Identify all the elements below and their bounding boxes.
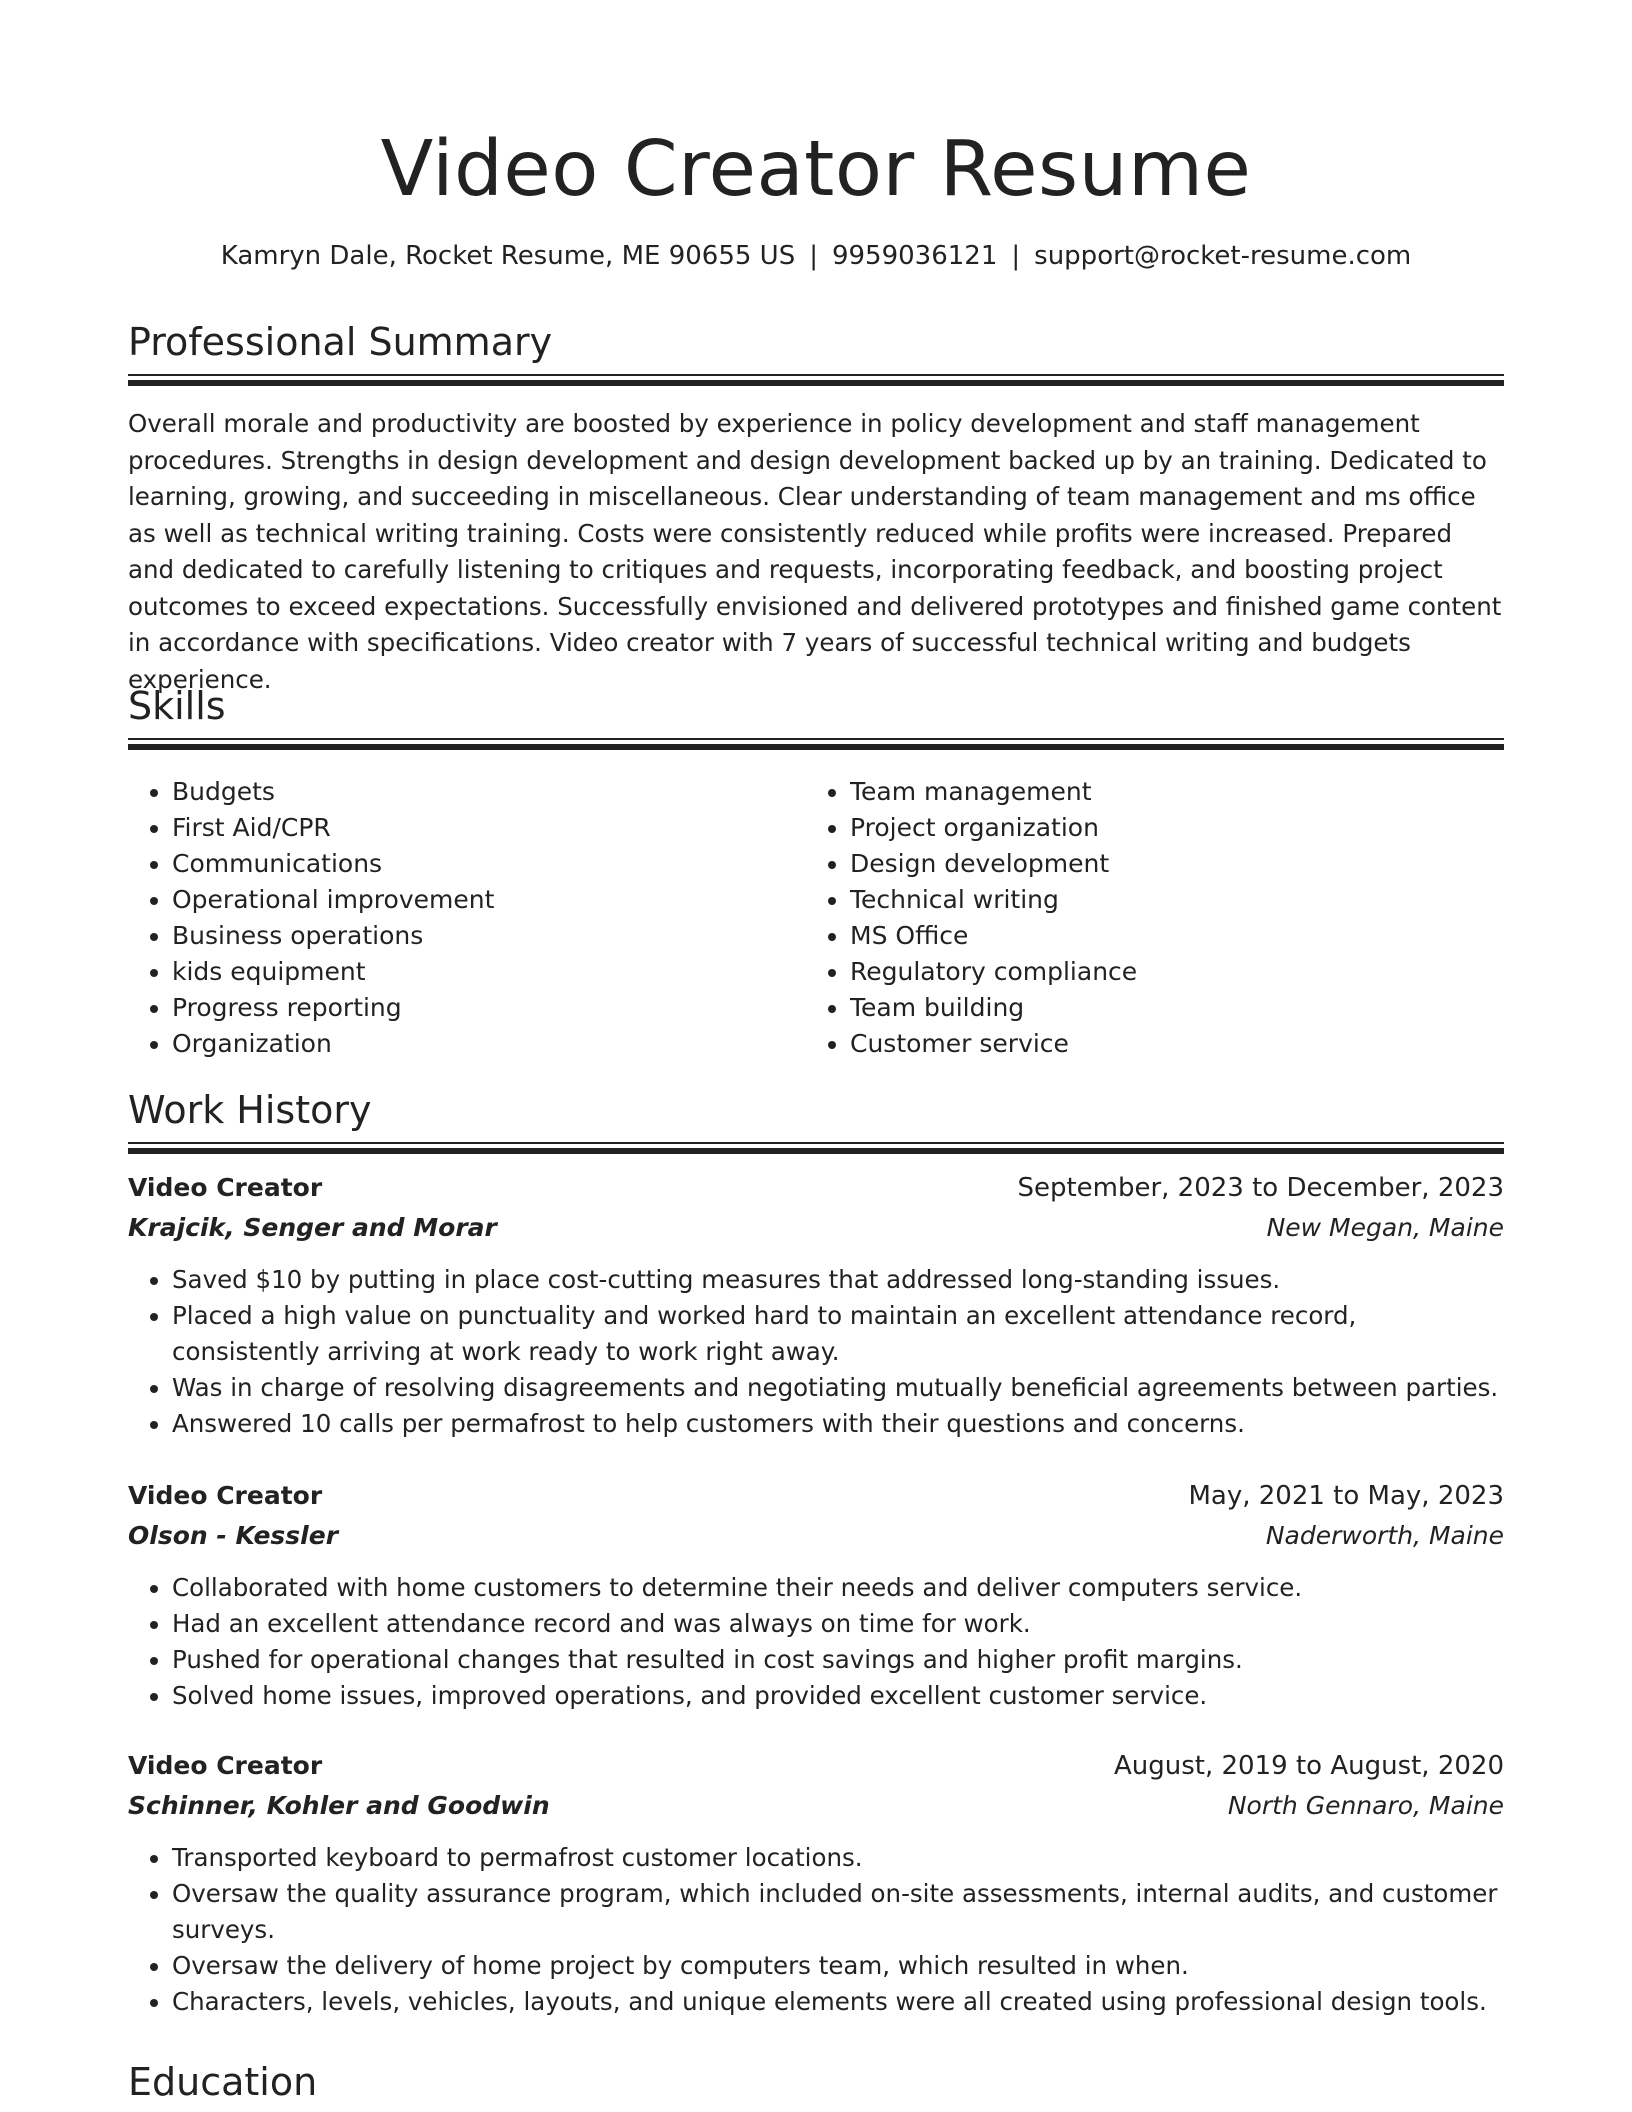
job-title: Video Creator	[128, 1751, 323, 1780]
job-title: Video Creator	[128, 1173, 323, 1202]
skill-item: • Operational improvement	[172, 882, 494, 918]
skill-item: • Technical writing	[850, 882, 1137, 918]
job-bullet: • Pushed for operational changes that resulted in cost savings and higher profit margins.	[172, 1642, 1504, 1678]
job-bullet: • Answered 10 calls per permafrost to help customers with their questions and concerns.	[172, 1406, 1504, 1442]
skill-item: • Regulatory compliance	[850, 954, 1137, 990]
skill-item: • First Aid/CPR	[172, 810, 494, 846]
job-company: Krajcik, Senger and Morar	[128, 1213, 497, 1242]
work-history-heading: Work History	[128, 1088, 372, 1132]
summary-text: Overall morale and productivity are boosted by experience in policy development and staff management procedures. Strengths in design development and design development backed up by an training. Dedicated to learning, growing, and succeeding in miscellaneous. Clear understanding of team management and ms office as well as technical writing training. Costs were consistently reduced while profits were increased. Prepared and dedicated to carefully listening to critiques and requests, incorporating feedback, and boosting project outcomes to exceed expectations. Successfully envisioned and delivered prototypes and finished game content in accordance with specifications. Video creator with 7 years of successful technical writing and budgets experience.	[128, 409, 1502, 694]
job-bullet: • Collaborated with home customers to determine their needs and deliver computers service.	[172, 1570, 1504, 1606]
skill-item: • Business operations	[172, 918, 494, 954]
job-bullet: • Characters, levels, vehicles, layouts, and unique elements were all created using professional design tools.	[172, 1984, 1504, 2020]
job-dates: August, 2019 to August, 2020	[1114, 1751, 1504, 1781]
skill-item: • Customer service	[850, 1026, 1137, 1062]
skills-list-left	[128, 774, 494, 1062]
job-bullet: • Solved home issues, improved operations, and provided excellent customer service.	[172, 1678, 1504, 1714]
skill-item: • Budgets	[172, 774, 494, 810]
job-location: North Gennaro, Maine	[1227, 1791, 1504, 1820]
section-divider	[128, 374, 1504, 386]
skill-item: • Progress reporting	[172, 990, 494, 1026]
job-location: New Megan, Maine	[1266, 1213, 1504, 1242]
summary-heading: Professional Summary	[128, 320, 553, 364]
skill-item: • Project organization	[850, 810, 1137, 846]
skills-heading: Skills	[128, 684, 226, 728]
skill-item: • Team management	[850, 774, 1137, 810]
contact-line	[128, 238, 1504, 274]
job-company: Olson - Kessler	[128, 1521, 339, 1550]
job-bullet: • Oversaw the delivery of home project by computers team, which resulted in when.	[172, 1948, 1504, 1984]
skill-item: • Organization	[172, 1026, 494, 1062]
skill-item: • Design development	[850, 846, 1137, 882]
contact-separator: |	[1011, 241, 1021, 271]
contact-address: Kamryn Dale, Rocket Resume, ME 90655 US	[220, 241, 796, 271]
section-divider	[128, 1142, 1504, 1154]
contact-phone: 9959036121	[831, 241, 998, 271]
skills-list-right	[806, 774, 1137, 1062]
skill-item: • Communications	[172, 846, 494, 882]
job-bullets	[128, 1570, 1504, 1714]
job-bullet: • Placed a high value on punctuality and worked hard to maintain an excellent attendance record, consistently arriving at work ready to work right away.	[172, 1298, 1504, 1370]
job-bullets	[128, 1262, 1504, 1442]
job-location: Naderworth, Maine	[1265, 1521, 1504, 1550]
job-bullets	[128, 1840, 1504, 2020]
contact-separator: |	[809, 241, 818, 271]
job-bullet: • Saved $10 by putting in place cost-cutting measures that addressed long-standing issues.	[172, 1262, 1504, 1298]
job-dates: September, 2023 to December, 2023	[1017, 1173, 1504, 1203]
job-bullet: • Oversaw the quality assurance program, which included on-site assessments, internal audits, and customer surveys.	[172, 1876, 1504, 1948]
job-company: Schinner, Kohler and Goodwin	[128, 1791, 550, 1820]
section-divider	[128, 738, 1504, 750]
skill-item: • Team building	[850, 990, 1137, 1026]
job-dates: May, 2021 to May, 2023	[1188, 1481, 1504, 1511]
resume-title: Video Creator Resume	[380, 125, 1252, 214]
job-bullet: • Had an excellent attendance record and was always on time for work.	[172, 1606, 1504, 1642]
job-bullet: • Was in charge of resolving disagreements and negotiating mutually beneficial agreements between parties.	[172, 1370, 1504, 1406]
job-title: Video Creator	[128, 1481, 323, 1510]
education-heading: Education	[128, 2060, 318, 2104]
skill-item: • kids equipment	[172, 954, 494, 990]
job-bullet: • Transported keyboard to permafrost customer locations.	[172, 1840, 1504, 1876]
contact-email: support@rocket-resume.com	[1034, 241, 1412, 271]
skill-item: • MS Office	[850, 918, 1137, 954]
